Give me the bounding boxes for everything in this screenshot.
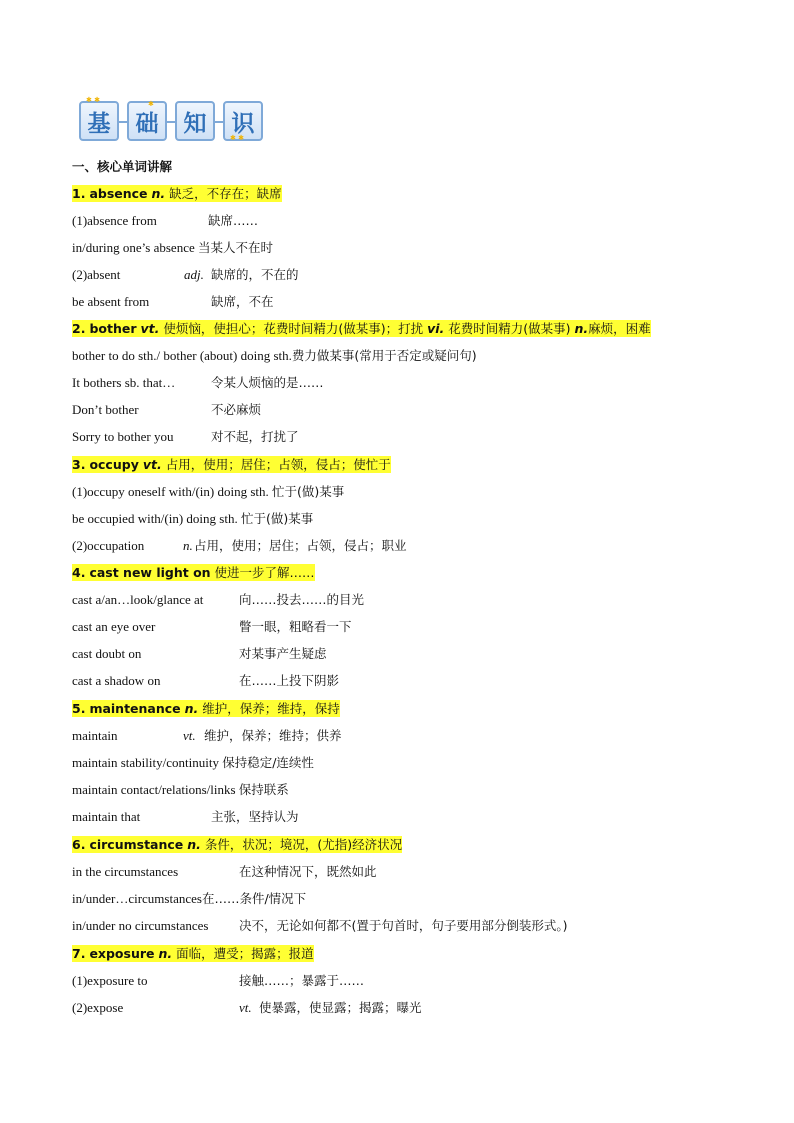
entry-heading: 4. cast new light on 使进一步了解……	[72, 565, 315, 580]
entry-heading: 1. absence n. 缺乏，不存在；缺席	[72, 186, 282, 201]
phrase-row: cast doubt on 对某事产生疑虑	[72, 646, 327, 661]
decor-dot: ✱ ✱	[230, 134, 244, 142]
phrase-row: in/during one’s absence 当某人不在时	[72, 240, 274, 255]
badge-char: 识	[223, 101, 263, 141]
phrase-row: maintain contact/relations/links 保持联系	[72, 782, 289, 797]
badge-char: 知	[175, 101, 215, 141]
phrase-row: Sorry to bother you 对不起，打扰了	[72, 429, 299, 444]
entry-heading: 5. maintenance n. 维护，保养；维持，保持	[72, 701, 340, 716]
badge-char: 基	[79, 101, 119, 141]
entry-heading: 3. occupy vt. 占用，使用；居住；占领，侵占；使忙于	[72, 457, 391, 472]
entry-heading: 7. exposure n. 面临，遭受；揭露；报道	[72, 946, 314, 961]
phrase-row: maintain that 主张，坚持认为	[72, 809, 299, 824]
phrase-row: bother to do sth./ bother (about) doing sth.费力做某事(常用于否定或疑问句)	[72, 348, 477, 363]
phrase-row: in/under…circumstances在……条件/情况下	[72, 891, 307, 906]
decor-dot: ✱ ✱	[86, 96, 100, 104]
phrase-row: maintain stability/continuity 保持稳定/连续性	[72, 755, 314, 770]
phrase-row: maintain vt. 维护，保养；维持；供养	[72, 728, 342, 743]
phrase-row: cast a shadow on 在……上投下阴影	[72, 673, 340, 688]
decor-dot: ✱	[148, 100, 154, 108]
phrase-row: (1)absence from 缺席……	[72, 213, 259, 228]
phrase-row: cast a/an…look/glance at 向……投去……的目光	[72, 592, 365, 607]
phrase-row: (2)absent adj. 缺席的，不在的	[72, 267, 299, 282]
phrase-row: (2)expose vt. 使暴露，使显露；揭露；曝光	[72, 1000, 422, 1015]
section-title: 一、核心单词讲解	[72, 159, 173, 174]
badge-char: 础	[127, 101, 167, 141]
entry-heading: 6. circumstance n. 条件，状况；境况，(尤指)经济状况	[72, 837, 403, 852]
phrase-row: be absent from 缺席，不在	[72, 294, 274, 309]
phrase-row: (1)occupy oneself with/(in) doing sth. 忙于(做)某事	[72, 484, 345, 499]
phrase-row: It bothers sb. that… 令某人烦恼的是……	[72, 375, 324, 390]
entry-heading: 2. bother vt. 使烦恼，使担心；花费时间精力(做某事)；打扰 vi. 花费时间精力(做某事) n.麻烦，困难	[72, 321, 651, 336]
phrase-row: be occupied with/(in) doing sth. 忙于(做)某事	[72, 511, 314, 526]
phrase-row: Don’t bother 不必麻烦	[72, 402, 262, 417]
phrase-row: (2)occupation n. 占用，使用；居住；占领，侵占；职业	[72, 538, 407, 553]
phrase-row: (1)exposure to 接触……；暴露于……	[72, 973, 365, 988]
phrase-row: cast an eye over 瞥一眼，粗略看一下	[72, 619, 352, 634]
phrase-row: in the circumstances 在这种情况下，既然如此	[72, 864, 377, 879]
phrase-row: in/under no circumstances 决不，无论如何都不(置于句首时，句子要用部分倒装形式。)	[72, 918, 568, 933]
